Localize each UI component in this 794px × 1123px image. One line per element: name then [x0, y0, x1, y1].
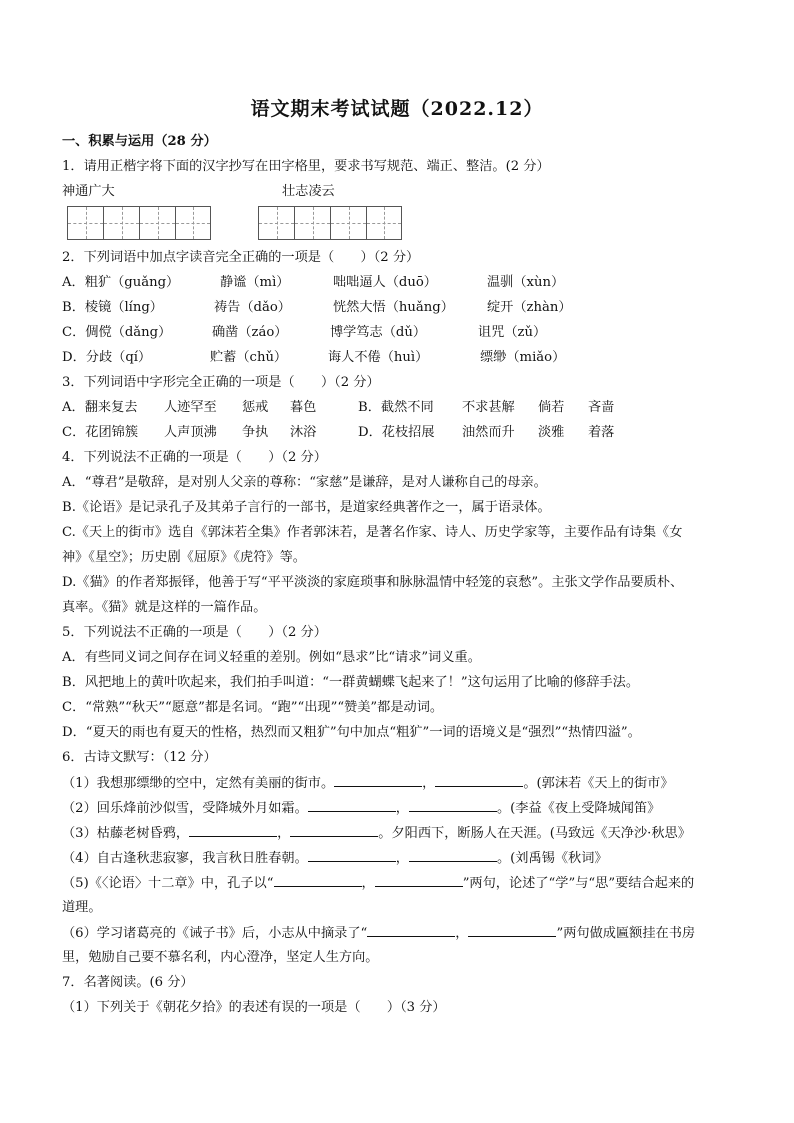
- fill-blank[interactable]: [308, 799, 396, 812]
- q3-option: 油然而升: [462, 425, 515, 440]
- tianzige-grid-2[interactable]: [258, 206, 402, 240]
- q3-stem: 3．下列词语中字形完全正确的一项是（ ）（2 分）: [62, 375, 380, 390]
- q3-option: 惩戒: [242, 400, 269, 415]
- q2-option: 祷告（dǎo）: [214, 300, 291, 315]
- q5-option-c: C．“常熟”“秋天”“愿意”都是名词。“跑”“出现”“赞美”都是动词。: [62, 700, 444, 715]
- q3-option: 着落: [588, 425, 615, 440]
- tianzige-cell[interactable]: [103, 206, 139, 240]
- fill-blank[interactable]: [375, 874, 463, 887]
- q6-line-5: （5)《〈论语〉十二章》中，孔子以“ ， ”两句，论述了“学”与“思”要结合起来的: [62, 876, 695, 891]
- fill-blank[interactable]: [189, 824, 277, 837]
- q2-option: B．棱镜（líng）: [62, 300, 163, 315]
- q2-option: A．粗犷（guǎng）: [62, 275, 180, 290]
- q4-option-d: D.《猫》的作者郑振铎，他善于写“平平淡淡的家庭琐事和脉脉温情中轻笼的哀愁”。主张文学作品要质朴、: [62, 575, 684, 590]
- q3-option: 吝啬: [588, 400, 615, 415]
- tianzige-cell[interactable]: [366, 206, 402, 240]
- q6-line-3: （3）枯藤老树昏鸦， ， 。夕阳西下，断肠人在天涯。(马致远《天净沙·秋思》: [62, 826, 691, 841]
- tianzige-grid-1[interactable]: [67, 206, 211, 240]
- fill-blank[interactable]: [290, 824, 378, 837]
- q4-option-a: A．“尊君”是敬辞，是对别人父亲的尊称：“家慈”是谦辞，是对人谦称自己的母亲。: [62, 475, 547, 490]
- q3-option: 人声顶沸: [164, 425, 217, 440]
- fill-blank[interactable]: [367, 924, 455, 937]
- q4-option-b: B.《论语》是记录孔子及其弟子言行的一部书，是道家经典著作之一，属于语录体。: [62, 500, 551, 515]
- tianzige-cell[interactable]: [175, 206, 211, 240]
- q3-option: B．截然不同: [358, 400, 434, 415]
- q2-stem: 2．下列词语中加点字读音完全正确的一项是（ ）（2 分）: [62, 250, 420, 265]
- q2-option: 咄咄逼人（duō）: [333, 275, 437, 290]
- tianzige-cell[interactable]: [294, 206, 330, 240]
- q6-line-6-cont: 里，勉励自己要不慕名利，内心澄净，坚定人生方向。: [62, 950, 379, 965]
- q3-option: 不求甚解: [462, 400, 515, 415]
- q7-sub-1: （1）下列关于《朝花夕拾》的表述有误的一项是（ ）（3 分）: [62, 1000, 446, 1015]
- q6-line-2: （2）回乐烽前沙似雪，受降城外月如霜。 ， 。(李益《夜上受降城闻笛》: [62, 801, 661, 816]
- q3-option: 人迹罕至: [164, 400, 217, 415]
- q5-option-a: A．有些同义词之间存在词义轻重的差别。例如“恳求”比“请求”词义重。: [62, 650, 481, 665]
- q4-option-c: C.《天上的街市》选自《郭沫若全集》作者郭沫若，是著名作家、诗人、历史学家等，主要作品有诗集《女: [62, 525, 683, 540]
- q3-option: 沐浴: [290, 425, 317, 440]
- q5-stem: 5．下列说法不正确的一项是（ ）（2 分）: [62, 625, 327, 640]
- fill-blank[interactable]: [468, 924, 556, 937]
- fill-blank[interactable]: [308, 849, 396, 862]
- q1-word-1: 神通广大: [62, 184, 115, 199]
- fill-blank[interactable]: [274, 874, 362, 887]
- q4-option-d-cont: 真率。《猫》就是这样的一篇作品。: [62, 600, 267, 615]
- page-title: 语文期末考试试题（2022.12）: [250, 98, 544, 120]
- tianzige-cell[interactable]: [258, 206, 294, 240]
- q6-line-4: （4）自古逢秋悲寂寥，我言秋日胜春朝。 ， 。(刘禹锡《秋词》: [62, 851, 608, 866]
- q2-option: 缥缈（miǎo）: [480, 350, 566, 365]
- q2-option: 恍然大悟（huǎng）: [333, 300, 454, 315]
- fill-blank[interactable]: [435, 774, 523, 787]
- q3-option: 倘若: [538, 400, 565, 415]
- q2-option: 静谧（mì）: [220, 275, 290, 290]
- q7-stem: 7．名著阅读。(6 分）: [62, 975, 194, 990]
- q5-option-d: D．“夏天的雨也有夏天的性格，热烈而又粗犷”句中加点“粗犷”一词的语境义是“强烈”“热情四溢”。: [62, 725, 641, 740]
- q3-option: C．花团锦簇: [62, 425, 139, 440]
- tianzige-cell[interactable]: [139, 206, 175, 240]
- fill-blank[interactable]: [334, 774, 422, 787]
- q3-option: 淡雅: [538, 425, 565, 440]
- q1-word-2: 壮志凌云: [282, 184, 335, 199]
- tianzige-cell[interactable]: [67, 206, 103, 240]
- q2-option: 确凿（záo）: [212, 325, 288, 340]
- q3-option: 暮色: [290, 400, 317, 415]
- q6-line-5-cont: 道理。: [62, 900, 102, 915]
- q2-option: 贮蓄（chǔ）: [210, 350, 288, 365]
- section-heading: 一、积累与运用（28 分）: [62, 134, 217, 149]
- q2-option: 博学笃志（dǔ）: [330, 325, 427, 340]
- q3-option: D．花枝招展: [358, 425, 435, 440]
- q1-stem: 1．请用正楷字将下面的汉字抄写在田字格里，要求书写规范、端正、整洁。(2 分）: [62, 159, 550, 174]
- tianzige-cell[interactable]: [330, 206, 366, 240]
- q2-option: C．倜傥（dǎng）: [62, 325, 172, 340]
- fill-blank[interactable]: [409, 799, 497, 812]
- q2-option: 诲人不倦（huì）: [328, 350, 429, 365]
- q3-option: 争执: [242, 425, 269, 440]
- q6-stem: 6．古诗文默写：（12 分）: [62, 750, 217, 765]
- q6-line-6: （6）学习诸葛亮的《诫子书》后，小志从中摘录了“ ， ”两句做成匾额挂在书房: [62, 926, 696, 941]
- fill-blank[interactable]: [409, 849, 497, 862]
- q6-line-1: （1）我想那缥缈的空中，定然有美丽的街市。 ， 。(郭沫若《天上的街市》: [62, 776, 674, 791]
- q2-option: 绽开（zhàn）: [487, 300, 572, 315]
- q4-stem: 4．下列说法不正确的一项是（ ）（2 分）: [62, 450, 327, 465]
- q2-option: 诅咒（zǔ）: [478, 325, 547, 340]
- q4-option-c-cont: 神》《星空》；历史剧《屈原》《虎符》等。: [62, 550, 306, 565]
- q2-option: D．分歧（qí）: [62, 350, 152, 365]
- q2-option: 温驯（xùn）: [487, 275, 565, 290]
- q5-option-b: B．风把地上的黄叶吹起来，我们拍手叫道：“一群黄蝴蝶飞起来了！”这句运用了比喻的修辞手法。: [62, 675, 640, 690]
- q3-option: A．翻来复去: [62, 400, 138, 415]
